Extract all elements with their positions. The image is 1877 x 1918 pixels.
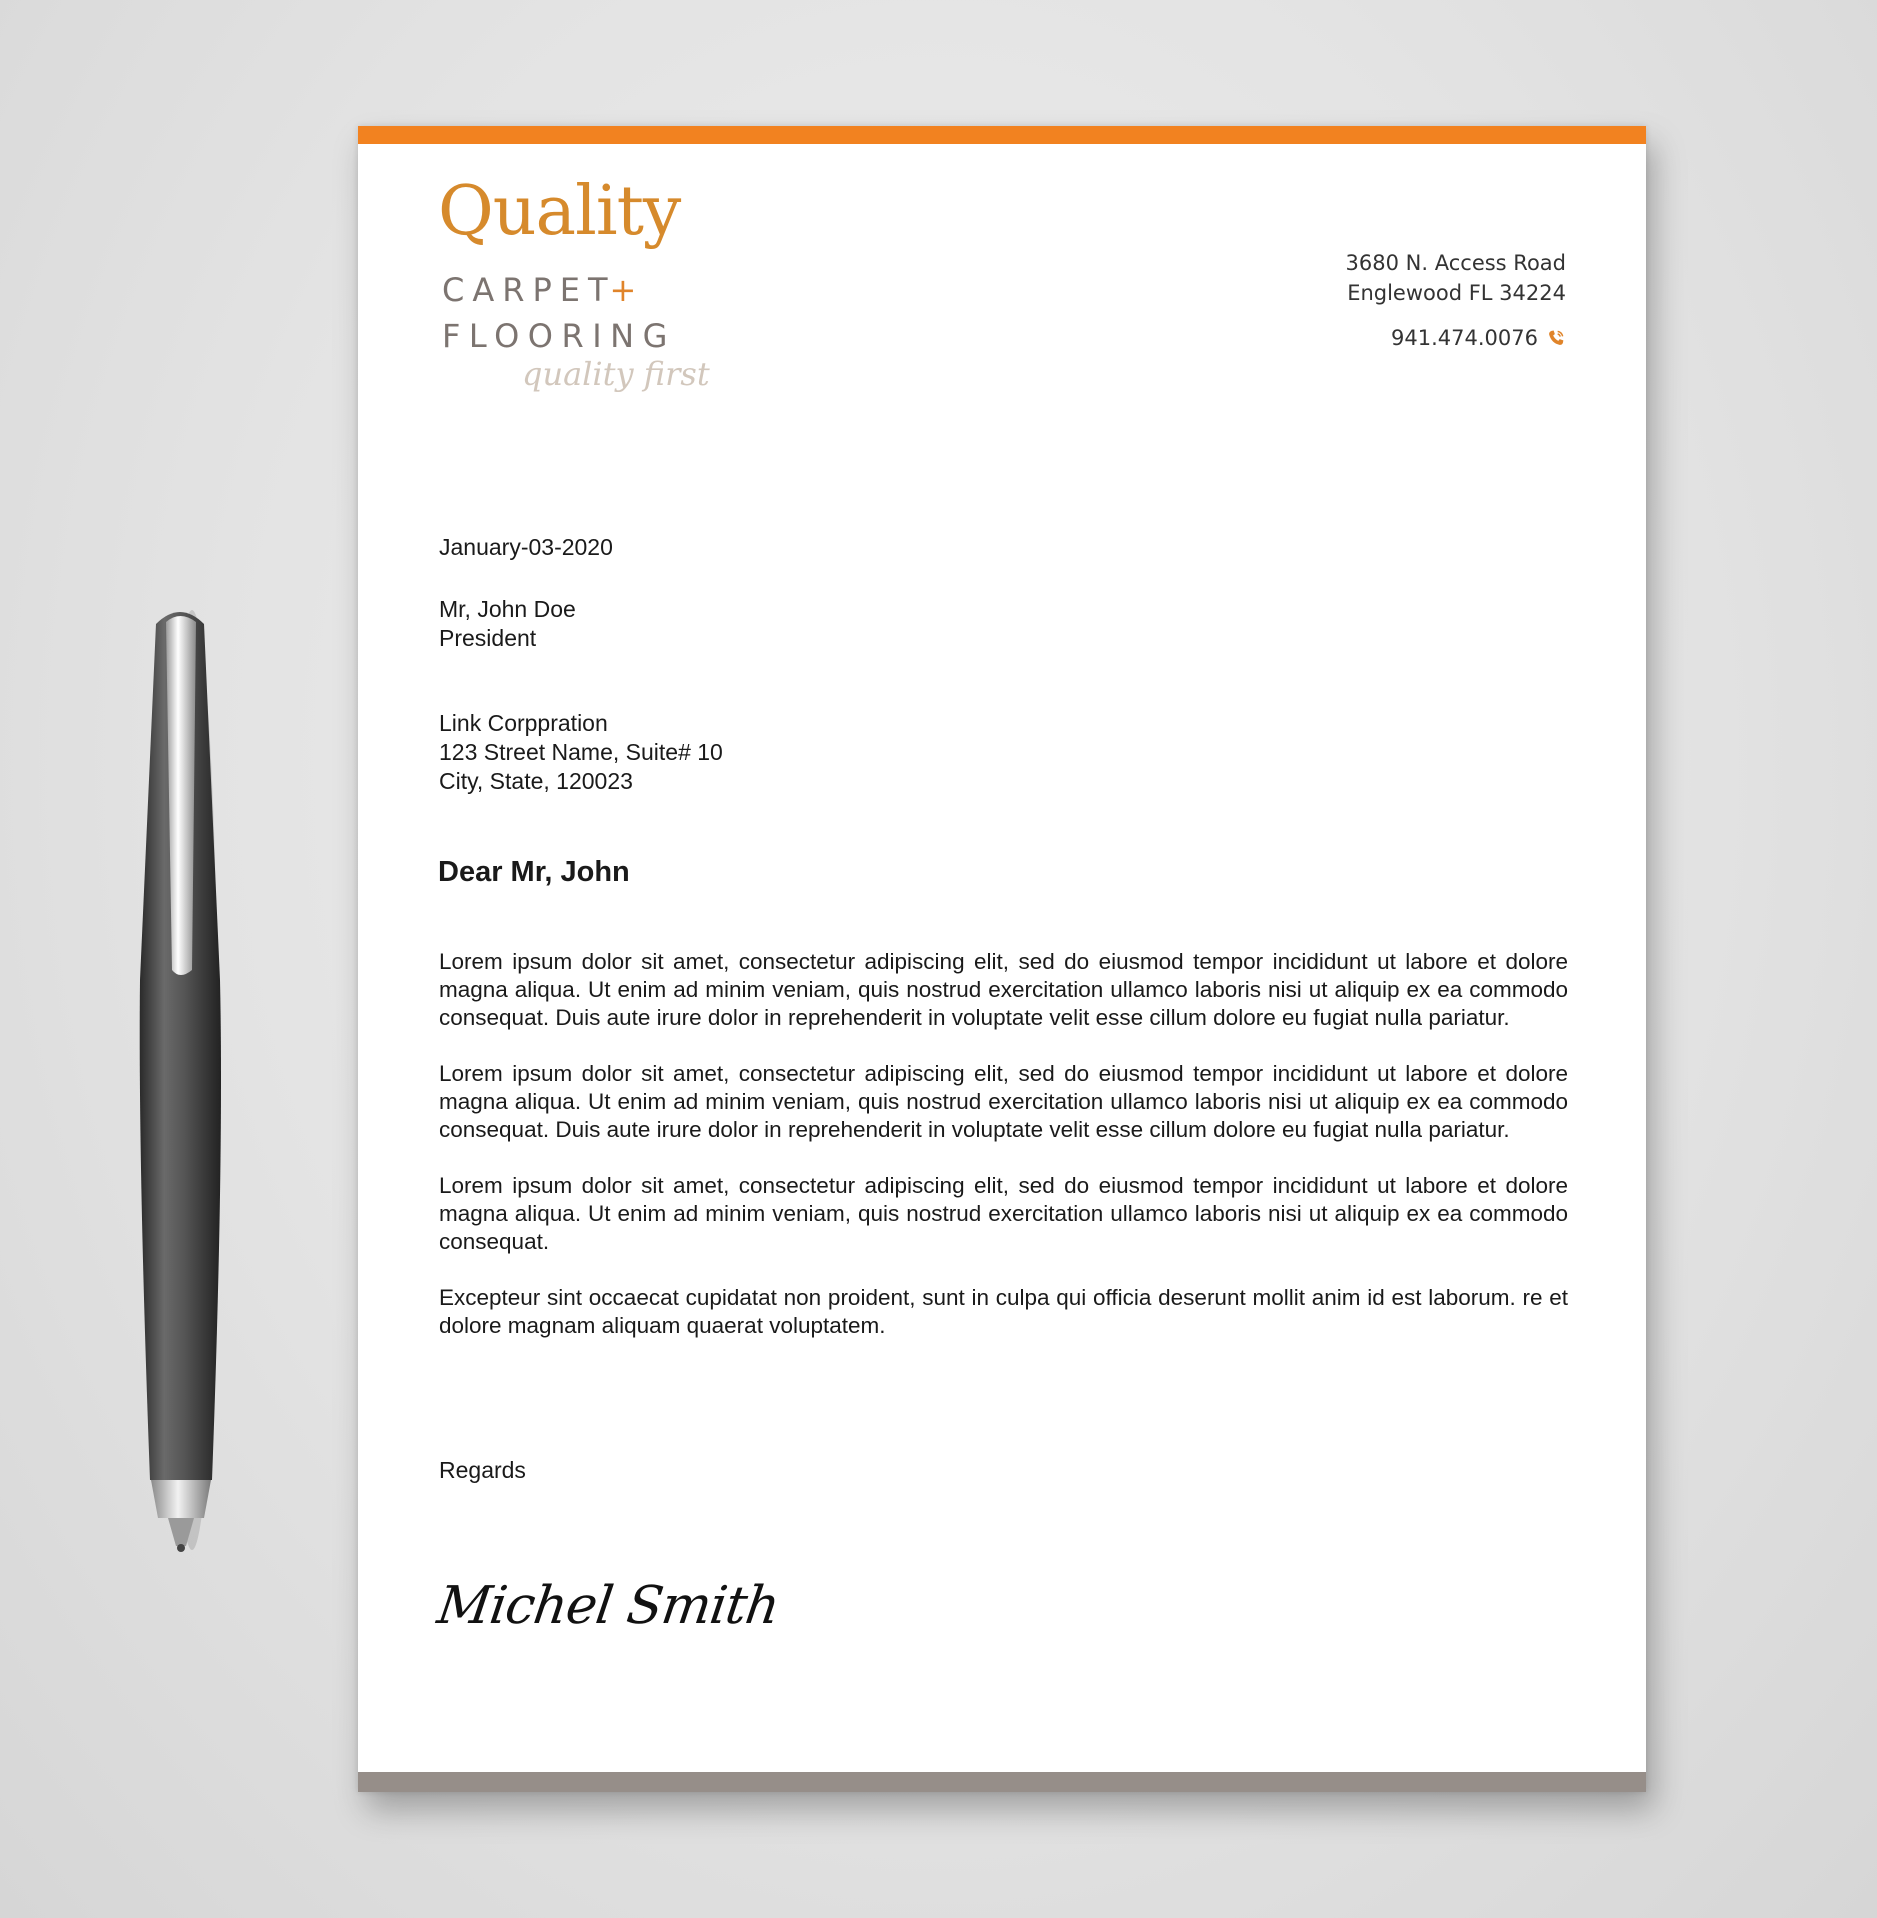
logo-line-flooring: FLOORING <box>442 317 676 355</box>
city-state-zip: City, State, 120023 <box>439 768 633 794</box>
bottom-footer-bar <box>358 1772 1646 1792</box>
letter-date: January-03-2020 <box>439 534 613 560</box>
company-logo <box>438 172 738 408</box>
letterhead-paper <box>358 126 1646 1792</box>
company-name: Link Corppration <box>439 710 608 736</box>
body-paragraph: Lorem ipsum dolor sit amet, consectetur adipiscing elit, sed do eiusmod tempor incididunt ut labore et dolore magna aliqua. Ut enim ad minim veniam, quis nostrud exercitation ullamco laboris nisi ut aliquip ex ea commodo consequat. <box>439 1173 1568 1254</box>
street-address: 123 Street Name, Suite# 10 <box>439 739 723 765</box>
letter-body <box>439 948 1568 1368</box>
contact-block <box>1346 248 1566 353</box>
address-line-2: Englewood FL 34224 <box>1347 281 1566 305</box>
logo-tagline: quality first <box>522 355 710 393</box>
body-paragraph: Lorem ipsum dolor sit amet, consectetur adipiscing elit, sed do eiusmod tempor incididunt ut labore et dolore magna aliqua. Ut enim ad minim veniam, quis nostrud exercitation ullamco laboris nisi ut aliquip ex ea commodo consequat. Duis aute irure dolor in reprehenderit in voluptate velit esse cillum dolore eu fugiat nulla pariatur. <box>439 949 1568 1030</box>
logo-plus: + <box>609 271 645 309</box>
logo-line-carpet <box>442 271 645 309</box>
body-paragraph: Lorem ipsum dolor sit amet, consectetur adipiscing elit, sed do eiusmod tempor incididunt ut labore et dolore magna aliqua. Ut enim ad minim veniam, quis nostrud exercitation ullamco laboris nisi ut aliquip ex ea commodo consequat. Duis aute irure dolor in reprehenderit in voluptate velit esse cillum dolore eu fugiat nulla pariatur. <box>439 1061 1568 1142</box>
logo-wordmark: Quality <box>438 172 681 251</box>
recipient-name: Mr, John Doe <box>439 596 576 622</box>
pen-image <box>120 600 240 1580</box>
recipient-block <box>439 595 576 653</box>
phone-number: 941.474.0076 <box>1391 326 1538 350</box>
closing: Regards <box>439 1457 526 1483</box>
phone-line <box>1346 323 1566 353</box>
recipient-title: President <box>439 625 537 651</box>
top-accent-bar <box>358 126 1646 144</box>
body-paragraph: Excepteur sint occaecat cupidatat non proident, sunt in culpa qui officia deserunt mollit anim id est laborum. re et dolore magnam aliquam quaerat voluptatem. <box>439 1285 1568 1338</box>
recipient-address <box>439 709 723 796</box>
phone-icon <box>1546 328 1566 348</box>
signature: Michel Smith <box>433 1576 783 1636</box>
logo-carpet-text: CARPET <box>442 271 616 309</box>
salutation: Dear Mr, John <box>438 856 630 888</box>
address-line-1: 3680 N. Access Road <box>1345 251 1566 275</box>
